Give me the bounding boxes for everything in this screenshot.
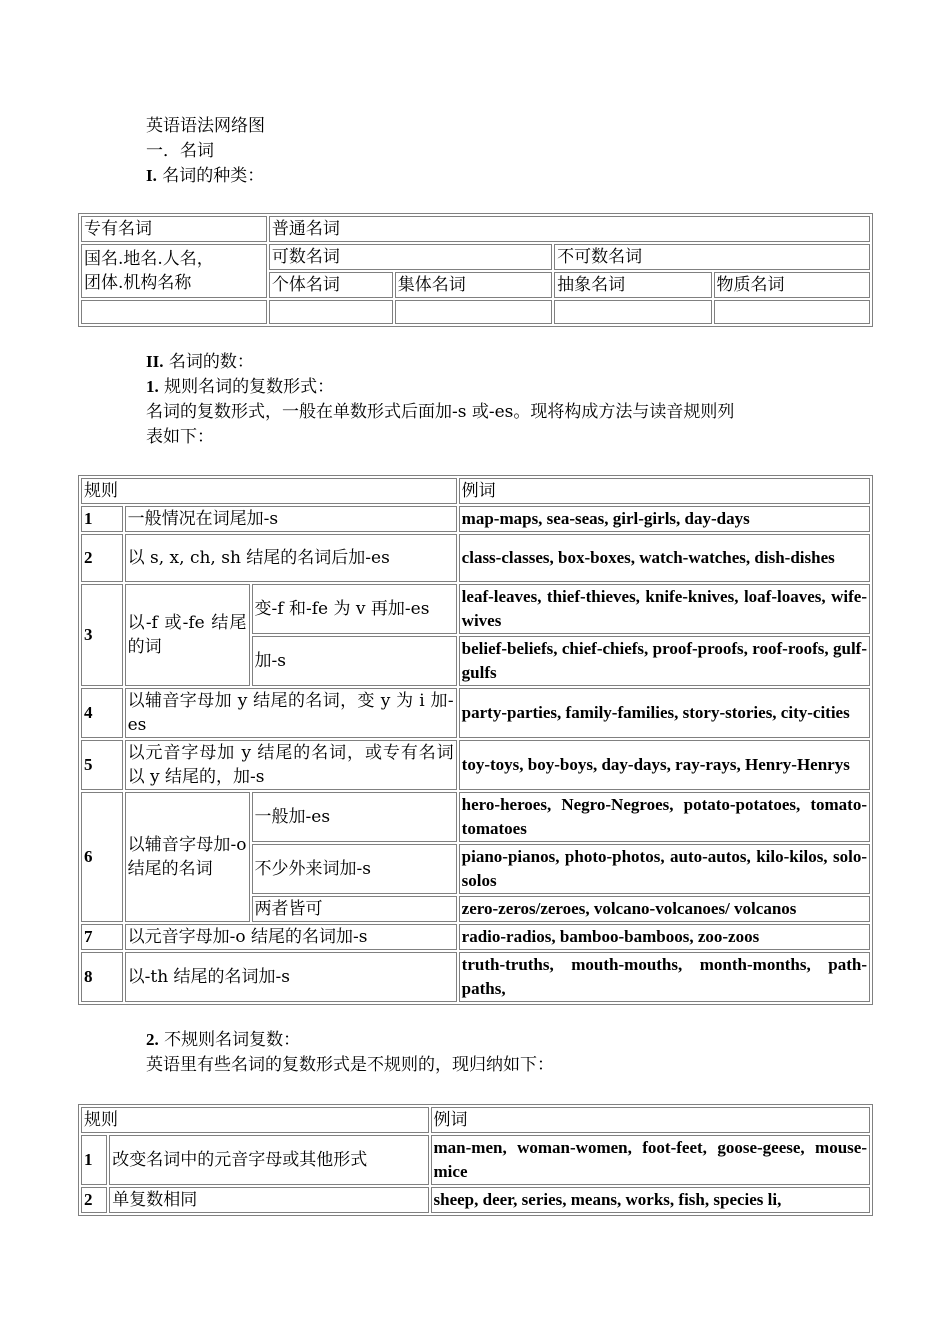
subheading-mark: 2. — [146, 1030, 159, 1049]
sub-rule-cell: 加-s — [252, 636, 457, 686]
header-rule: 规则 — [81, 1107, 429, 1133]
sub-rule-cell: 不少外来词加-s — [252, 844, 457, 894]
cell-empty — [554, 300, 711, 324]
cell-empty — [714, 300, 870, 324]
rule-cell: 以-th 结尾的名词加-s — [125, 952, 457, 1002]
rule-cell: 以元音字母加-o 结尾的名词加-s — [125, 924, 457, 950]
example-cell: party-parties, family-families, story-stories, city-cities — [459, 688, 870, 738]
row-number: 4 — [81, 688, 123, 738]
paragraph-line: 表如下： — [146, 427, 214, 447]
example-cell: zero-zeros/zeroes, volcano-volcanoes/ volcanos — [459, 896, 870, 922]
subheading-text: 不规则名词复数： — [164, 1030, 301, 1050]
example-cell: leaf-leaves, thief-thieves, knife-knives, loaf-loaves, wife-wives — [459, 584, 870, 634]
header-example: 例词 — [431, 1107, 870, 1133]
example-cell: piano-pianos, photo-photos, auto-autos, kilo-kilos, solo-solos — [459, 844, 870, 894]
example-cell: truth-truths, mouth-mouths, month-months, path-paths, — [459, 952, 870, 1002]
cell-abstract: 抽象名词 — [554, 272, 711, 298]
subheading-text: 名词的种类： — [162, 166, 265, 186]
example-cell: radio-radios, bamboo-bamboos, zoo-zoos — [459, 924, 870, 950]
subheading-text: 名词的数： — [168, 352, 254, 372]
cell-proper-desc — [81, 244, 267, 298]
cell-individual: 个体名词 — [269, 272, 393, 298]
header-rule: 规则 — [81, 478, 457, 504]
sub-rule-cell: 两者皆可 — [252, 896, 457, 922]
rule-cell: 以辅音字母加-o 结尾的名词 — [125, 792, 250, 922]
subheading-text: 规则名词的复数形式： — [164, 377, 335, 397]
rule-cell: 以元音字母加 y 结尾的名词，或专有名词以 y 结尾的，加-s — [125, 740, 457, 790]
proper-desc-line-1: 国名.地名.人名， — [84, 249, 214, 269]
row-number: 2 — [81, 534, 123, 582]
proper-desc-line-2: 团体.机构名称 — [84, 273, 192, 293]
row-number: 1 — [81, 506, 123, 532]
example-cell: hero-heroes, Negro-Negroes, potato-potatoes, tomato-tomatoes — [459, 792, 870, 842]
cell-empty — [269, 300, 393, 324]
row-number: 7 — [81, 924, 123, 950]
paragraph-line: 英语里有些名词的复数形式是不规则的，现归纳如下： — [146, 1055, 554, 1075]
row-number: 1 — [81, 1135, 107, 1185]
noun-types-table — [78, 213, 873, 327]
sub-rule-cell: 变-f 和-fe 为 v 再加-es — [252, 584, 457, 634]
cell-collective: 集体名词 — [395, 272, 552, 298]
rule-cell: 以-f 或-fe 结尾的词 — [125, 584, 250, 686]
row-number: 8 — [81, 952, 123, 1002]
cell-empty — [81, 300, 267, 324]
subheading-noun-number — [146, 350, 254, 374]
cell-proper-noun: 专有名词 — [81, 216, 267, 242]
rule-cell: 一般情况在词尾加-s — [125, 506, 457, 532]
row-number: 5 — [81, 740, 123, 790]
cell-empty — [395, 300, 552, 324]
regular-plural-table — [78, 475, 873, 1005]
subheading-irregular-plural — [146, 1028, 300, 1052]
paragraph-line: 名词的复数形式，一般在单数形式后面加-s 或-es。现将构成方法与读音规则列 — [146, 402, 735, 422]
subheading-noun-types — [146, 164, 264, 188]
example-cell: man-men, woman-women, foot-feet, goose-geese, mouse-mice — [431, 1135, 870, 1185]
subheading-regular-plural — [146, 375, 334, 399]
example-cell: toy-toys, boy-boys, day-days, ray-rays, Henry-Henrys — [459, 740, 870, 790]
cell-countable: 可数名词 — [269, 244, 552, 270]
rule-cell: 以 s, x, ch, sh 结尾的名词后加-es — [125, 534, 457, 582]
subheading-mark: II. — [146, 352, 164, 371]
sub-rule-cell: 一般加-es — [252, 792, 457, 842]
doc-title: 英语语法网络图 — [146, 116, 265, 136]
example-cell: class-classes, box-boxes, watch-watches, dish-dishes — [459, 534, 870, 582]
irregular-plural-table — [78, 1104, 873, 1216]
cell-common-noun: 普通名词 — [269, 216, 870, 242]
example-cell: belief-beliefs, chief-chiefs, proof-proofs, roof-roofs, gulf-gulfs — [459, 636, 870, 686]
section-heading-nouns: 一．名词 — [146, 141, 214, 161]
row-number: 3 — [81, 584, 123, 686]
cell-material: 物质名词 — [714, 272, 870, 298]
subheading-mark: I. — [146, 166, 157, 185]
header-example: 例词 — [459, 478, 870, 504]
rule-cell: 改变名词中的元音字母或其他形式 — [109, 1135, 428, 1185]
example-cell: map-maps, sea-seas, girl-girls, day-days — [459, 506, 870, 532]
example-cell: sheep, deer, series, means, works, fish, species li, — [431, 1187, 870, 1213]
row-number: 6 — [81, 792, 123, 922]
rule-cell: 单复数相同 — [109, 1187, 428, 1213]
subheading-mark: 1. — [146, 377, 159, 396]
row-number: 2 — [81, 1187, 107, 1213]
rule-cell: 以辅音字母加 y 结尾的名词，变 y 为 i 加-es — [125, 688, 457, 738]
cell-uncountable: 不可数名词 — [554, 244, 870, 270]
